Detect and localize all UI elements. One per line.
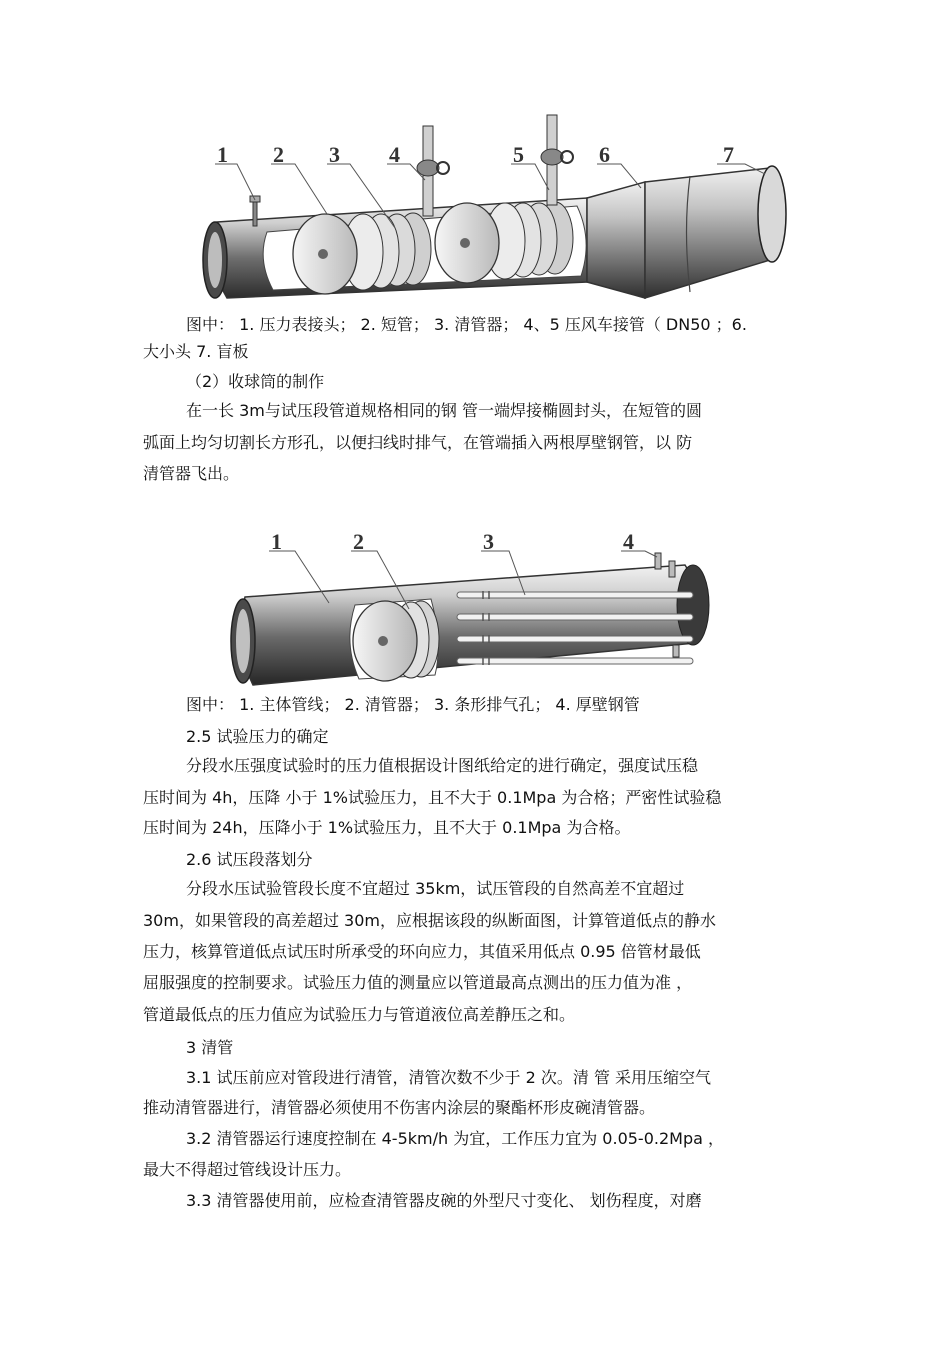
launcher-diagram: [195, 110, 805, 305]
section-2-6-line3: 压力，核算管道低点试压时所承受的环向应力，其值采用低点 0.95 倍管材最低: [143, 942, 701, 961]
air-inlet-pipe-4: [417, 126, 449, 216]
section-2-6-line1: 分段水压试验管段长度不宜超过 35km，试压管段的自然高差不宜超过: [186, 879, 685, 898]
main-pipeline: [231, 565, 709, 685]
figure1-caption-line2: 大小头 7. 盲板: [143, 342, 249, 361]
fig2-label-1: 1: [271, 529, 282, 554]
section-2-6-line2: 30m，如果管段的高差超过 30m，应根据该段的纵断面图，计算管道低点的静水: [143, 911, 716, 930]
section-2-6-heading: 2.6 试压段落划分: [186, 850, 313, 869]
fig1-label-7: 7: [723, 142, 734, 167]
reducer: [587, 168, 770, 298]
figure2-caption: 图中： 1. 主体管线； 2. 清管器； 3. 条形排气孔； 4. 厚壁钢管: [186, 695, 640, 714]
section-3-2-line2: 最大不得超过管线设计压力。: [143, 1160, 352, 1179]
fig1-label-6: 6: [599, 142, 610, 167]
figure1-caption-line1: 图中： 1. 压力表接头； 2. 短管； 3. 清管器； 4、5 压风车接管（ DN50 ；6.: [186, 315, 747, 334]
section-2-5-line1: 分段水压强度试验时的压力值根据设计图纸给定的进行确定，强度试压稳: [186, 756, 699, 775]
section-3-2-line1: 3.2 清管器运行速度控制在 4-5km/h 为宜，工作压力宜为 0.05-0.2Mpa ，: [186, 1129, 725, 1148]
section-3-heading: 3 清管: [186, 1038, 234, 1057]
air-inlet-pipe-5: [541, 115, 573, 205]
fig1-label-5: 5: [513, 142, 524, 167]
section-2-6-line5: 管道最低点的压力值应为试验压力与管道液位高差静压之和。: [143, 1005, 576, 1024]
fig2-label-3: 3: [483, 529, 494, 554]
fig2-label-4: 4: [623, 529, 634, 554]
fig2-label-2: 2: [353, 529, 364, 554]
section-2-5-line2: 压时间为 4h，压降 小于 1%试验压力，且不大于 0.1Mpa 为合格；严密性试验稳: [143, 788, 722, 807]
pig-cleaner: [353, 601, 439, 681]
receiver-diagram: [225, 525, 725, 695]
para1-line1: 在一长 3m与试压段管道规格相同的钢 管一端焊接椭圆封头，在短管的圆: [186, 401, 702, 420]
section-2-5-line3: 压时间为 24h，压降小于 1%试验压力，且不大于 0.1Mpa 为合格。: [143, 818, 631, 837]
pig-cleaner-2: [435, 202, 573, 283]
fig1-label-1: 1: [217, 142, 228, 167]
section-3-1-line2: 推动清管器进行，清管器必须使用不伤害内涂层的聚酯杯形皮碗清管器。: [143, 1098, 656, 1117]
subsection-heading: （2）收球筒的制作: [186, 372, 325, 391]
para1-line2: 弧面上均匀切割长方形孔，以便扫线时排气，在管端插入两根厚壁钢管，以 防: [143, 433, 693, 452]
fig1-label-2: 2: [273, 142, 284, 167]
section-2-6-line4: 屈服强度的控制要求。试验压力值的测量应以管道最高点测出的压力值为准 ，: [143, 973, 693, 992]
para1-line3: 清管器飞出。: [143, 464, 240, 483]
fig1-label-3: 3: [329, 142, 340, 167]
fig1-label-4: 4: [389, 142, 400, 167]
section-3-1-line1: 3.1 试压前应对管段进行清管，清管次数不少于 2 次。清 管 采用压缩空气: [186, 1068, 712, 1087]
pig-cleaner-1: [293, 213, 431, 294]
blind-plate: [758, 166, 786, 262]
section-2-5-heading: 2.5 试验压力的确定: [186, 727, 329, 746]
section-3-3-line1: 3.3 清管器使用前，应检查清管器皮碗的外型尺寸变化、 划伤程度，对磨: [186, 1191, 702, 1210]
